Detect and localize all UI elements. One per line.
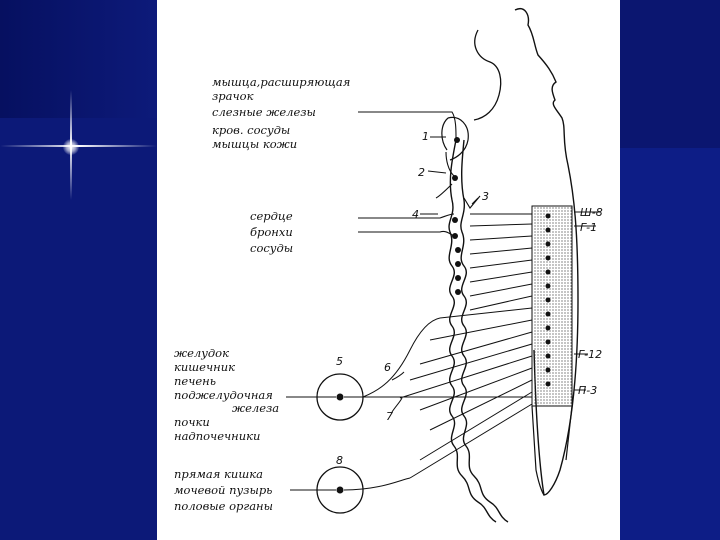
label-kidneys: почки <box>174 415 210 429</box>
number-3: 3 <box>482 190 489 203</box>
label-dilator-muscle-1: мышца,расширяющая <box>212 75 351 89</box>
label-dilator-muscle-2: зрачок <box>212 89 254 103</box>
spinal-cord-tail <box>532 406 572 495</box>
number-8: 8 <box>336 454 343 467</box>
label-bronchi: бронхи <box>250 225 293 239</box>
number-6: 6 <box>384 361 391 374</box>
neck-outline <box>474 30 501 120</box>
mesenteric-ganglion <box>290 467 410 513</box>
label-liver: печень <box>174 374 217 388</box>
label-adrenals: надпочечники <box>174 429 261 443</box>
number-2: 2 <box>418 166 425 179</box>
label-vessels: сосуды <box>250 241 294 255</box>
number-4: 4 <box>412 208 419 221</box>
number-1: 1 <box>422 130 429 143</box>
label-rectum: прямая кишка <box>174 467 263 481</box>
label-stomach: желудок <box>174 346 229 360</box>
celiac-ganglion <box>286 318 532 420</box>
label-blood-vessels: кров. сосуды <box>212 123 291 137</box>
number-7: 7 <box>386 410 393 423</box>
label-pancreas-2: железа <box>232 401 280 415</box>
label-genitals: половые органы <box>174 499 273 513</box>
spine-label-c8: Ш-8 <box>580 206 603 219</box>
spinal-cord <box>532 206 572 406</box>
number-5: 5 <box>336 355 343 368</box>
spine-label-t12: Г-12 <box>578 348 603 361</box>
thoracic-fibers <box>358 214 454 236</box>
label-heart: сердце <box>250 209 293 223</box>
spine-label-l3: П-3 <box>578 384 598 397</box>
spine-label-t1: Г-1 <box>580 221 598 234</box>
trunk-ganglia <box>452 137 461 295</box>
label-skin-muscles: мышцы кожи <box>212 137 298 151</box>
preganglionic-fibers <box>400 214 532 478</box>
label-intestine: кишечник <box>174 360 235 374</box>
label-tear-glands: слезные железы <box>212 105 316 119</box>
label-pancreas-1: поджелудочная <box>174 388 273 402</box>
label-bladder: мочевой пузырь <box>174 483 273 497</box>
